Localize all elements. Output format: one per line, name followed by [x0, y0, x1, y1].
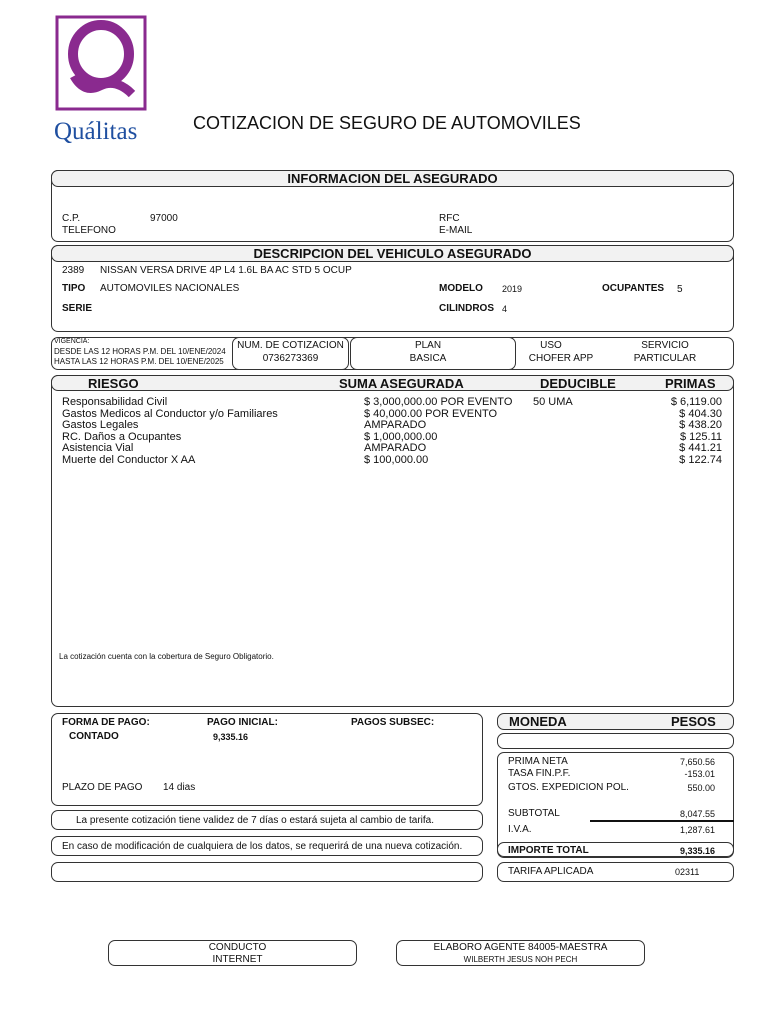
iva-value: 1,287.61	[679, 825, 715, 835]
uso-label: USO	[540, 340, 562, 351]
riesgo-cell: Muerte del Conductor X AA	[62, 453, 196, 466]
telefono-label: TELEFONO	[62, 225, 116, 236]
suma-cell: AMPARADO	[364, 442, 427, 454]
modelo-label: MODELO	[439, 283, 483, 294]
table-row	[62, 455, 724, 467]
tasa-value: -153.01	[684, 769, 715, 779]
iva-label: I.V.A.	[508, 824, 532, 835]
suma-cell: $ 1,000,000.00	[364, 430, 438, 443]
tasa-label: TASA FIN.P.F.	[508, 768, 571, 779]
conducto-value: INTERNET	[212, 954, 263, 965]
vigencia-hasta: HASTA LAS 12 HORAS P.M. DEL 10/ENE/2025	[54, 357, 224, 366]
vehiculo-clave: 2389	[62, 265, 85, 276]
deducible-cell: 50 UMA	[533, 396, 573, 408]
riesgo-header: RIESGO	[88, 376, 139, 391]
suma-cell: AMPARADO	[364, 419, 427, 431]
table-row	[62, 420, 724, 432]
deducible-header: DEDUCIBLE	[540, 376, 616, 391]
empty-notice-box	[51, 862, 483, 882]
rfc-label: RFC	[439, 213, 460, 224]
subtotal-label: SUBTOTAL	[508, 808, 560, 819]
table-row	[62, 443, 724, 455]
forma-pago-label: FORMA DE PAGO:	[62, 717, 150, 728]
tipo-label: TIPO	[62, 283, 86, 294]
conducto-label: CONDUCTO	[208, 942, 267, 953]
tarifa-value: 02311	[675, 867, 700, 877]
vehiculo-header: DESCRIPCION DEL VEHICULO ASEGURADO	[51, 245, 734, 262]
servicio-label: SERVICIO	[641, 340, 689, 351]
logo-text: Quálitas	[54, 118, 138, 145]
plazo-pago-value: 14 dias	[163, 782, 196, 793]
vigencia-label: VIGENCIA:	[54, 338, 90, 345]
pago-inicial-label: PAGO INICIAL:	[207, 717, 278, 728]
moneda-empty-box	[497, 733, 734, 749]
agente-value: WILBERTH JESUS NOH PECH	[463, 955, 578, 964]
ocupantes-value: 5	[677, 284, 683, 295]
gastos-label: GTOS. EXPEDICION POL.	[508, 782, 629, 793]
qualitas-logo-mark	[54, 14, 154, 114]
suma-cell: $ 100,000.00	[364, 453, 429, 466]
prima-neta-label: PRIMA NETA	[508, 756, 568, 767]
serie-label: SERIE	[62, 303, 93, 314]
qualitas-logo	[54, 14, 154, 150]
forma-pago-value: CONTADO	[69, 731, 119, 742]
riesgo-cell: Responsabilidad Civil	[62, 396, 168, 408]
uso-value: CHOFER APP	[528, 353, 594, 364]
asegurado-header: INFORMACION DEL ASEGURADO	[51, 170, 734, 187]
cp-label: C.P.	[62, 213, 81, 224]
page-title: COTIZACION DE SEGURO DE AUTOMOVILES	[193, 113, 581, 133]
cilindros-label: CILINDROS	[439, 303, 494, 314]
suma-cell: $ 40,000.00 POR EVENTO	[364, 407, 498, 420]
coberturas-table	[62, 397, 724, 466]
cotizacion-label: NUM. DE COTIZACION	[237, 340, 344, 351]
riesgo-cell: Asistencia Vial	[62, 442, 134, 454]
plazo-pago-label: PLAZO DE PAGO	[62, 782, 143, 793]
ocupantes-label: OCUPANTES	[602, 283, 665, 294]
validez-text: La presente cotización tiene validez de 7 días o estará sujeta al cambio de tarifa.	[76, 815, 434, 826]
subtotal-value: 8,047.55	[679, 809, 715, 819]
importe-total-value: 9,335.16	[679, 846, 715, 856]
cp-value: 97000	[150, 213, 178, 224]
plan-value: BASICA	[409, 353, 447, 364]
servicio-value: PARTICULAR	[633, 353, 697, 364]
suma-header: SUMA ASEGURADA	[339, 376, 464, 391]
prima-cell: $ 441.21	[679, 442, 722, 454]
riesgo-cell: RC. Daños a Ocupantes	[62, 430, 182, 443]
tarifa-label: TARIFA APLICADA	[508, 866, 594, 877]
primas-header: PRIMAS	[665, 376, 716, 391]
importe-total-label: IMPORTE TOTAL	[508, 845, 589, 856]
prima-cell: $ 125.11	[679, 430, 722, 443]
prima-cell: $ 122.74	[679, 453, 722, 466]
prima-cell: $ 438.20	[679, 419, 722, 431]
riesgo-cell: Gastos Medicos al Conductor y/o Familiares	[62, 407, 278, 420]
riesgo-cell: Gastos Legales	[62, 419, 139, 431]
vigencia-desde: DESDE LAS 12 HORAS P.M. DEL 10/ENE/2024	[54, 347, 226, 356]
pago-inicial-value: 9,335.16	[213, 732, 249, 742]
gastos-value: 550.00	[687, 783, 715, 793]
cilindros-value: 4	[502, 304, 508, 314]
agente-label: ELABORO AGENTE 84005-MAESTRA	[433, 942, 608, 953]
moneda-label: MONEDA	[509, 714, 567, 729]
modelo-value: 2019	[502, 284, 523, 294]
table-row	[62, 397, 724, 409]
modificacion-text: En caso de modificación de cualquiera de los datos, se requerirá de una nueva cotización.	[62, 841, 463, 852]
prima-neta-value: 7,650.56	[679, 757, 715, 767]
suma-cell: $ 3,000,000.00 POR EVENTO	[364, 396, 513, 408]
prima-cell: $ 6,119.00	[670, 396, 722, 408]
pagos-subsec-label: PAGOS SUBSEC:	[351, 717, 435, 728]
vehiculo-descripcion: NISSAN VERSA DRIVE 4P L4 1.6L BA AC STD 5 OCUP	[100, 265, 352, 276]
plan-label: PLAN	[414, 340, 442, 351]
tipo-value: AUTOMOVILES NACIONALES	[100, 283, 240, 294]
seguro-obligatorio-note: La cotización cuenta con la cobertura de Seguro Obligatorio.	[59, 652, 274, 661]
cotizacion-value: 0736273369	[262, 353, 319, 364]
email-label: E-MAIL	[439, 225, 473, 236]
moneda-value: PESOS	[671, 714, 716, 729]
subtotal-divider	[590, 820, 734, 822]
prima-cell: $ 404.30	[679, 407, 722, 420]
